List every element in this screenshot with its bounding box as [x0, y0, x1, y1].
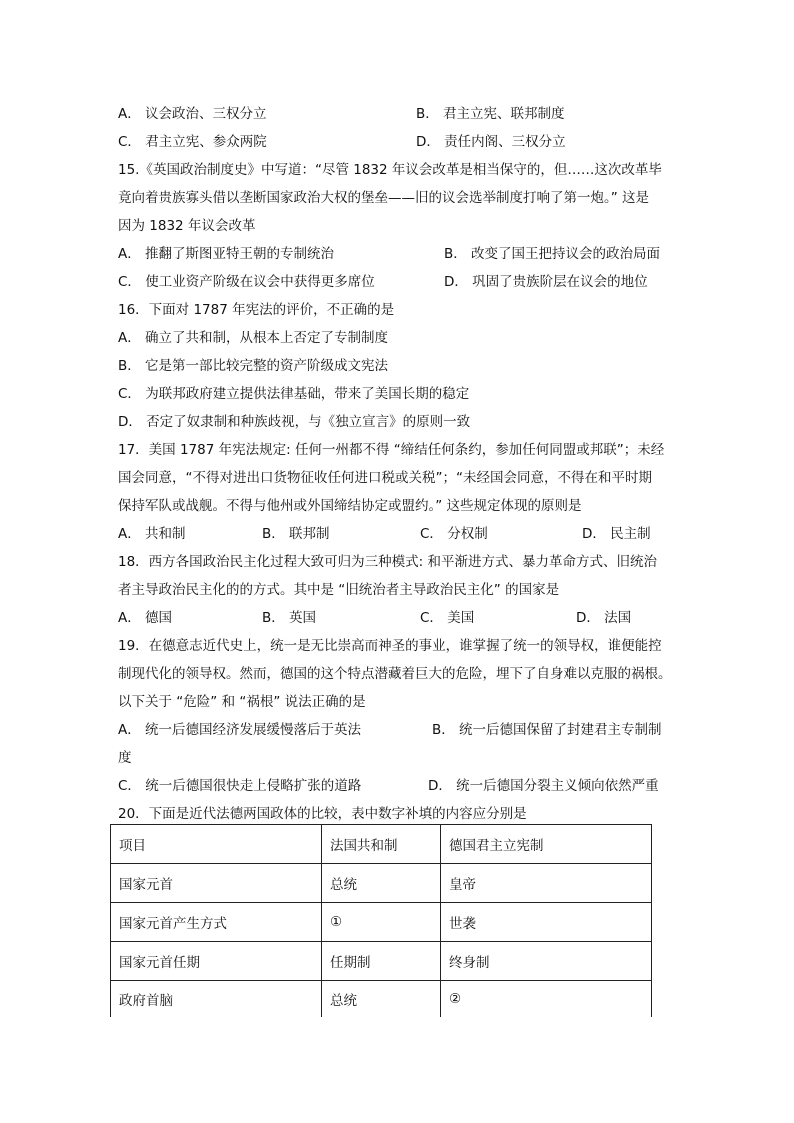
q17-stem-line3: 保持军队或战舰。不得与他州或外国缔结协定或盟约。” 这些规定体现的原则是 [118, 498, 582, 514]
q14-option-b: B． 君主立宪、联邦制度 [416, 106, 565, 122]
q20-stem: 20．下面是近代法德两国政体的比较，表中数字补填的内容应分别是 [118, 806, 527, 822]
q19-option-c: C． 统一后德国很快走上侵略扩张的道路 [118, 778, 362, 794]
q18-option-d: D． 法国 [576, 610, 632, 626]
q15-stem-line2: 竟向着贵族寡头借以垄断国家政治大权的堡垒——旧的议会选举制度打响了第一炮。” 这是 [118, 190, 650, 206]
table-row [111, 942, 652, 981]
q15-option-a: A． 推翻了斯图亚特王朝的专制统治 [118, 246, 335, 262]
comparison-table [110, 824, 652, 1017]
table-header-row [111, 825, 652, 864]
q19-stem-line3: 以下关于 “危险” 和 “祸根” 说法正确的是 [118, 694, 366, 710]
table-cell: 终身制 [441, 942, 652, 981]
table-cell: ② [441, 981, 652, 1018]
q18-stem-line1: 18．西方各国政治民主化过程大致可归为三种模式: 和平渐进方式、暴力革命方式、旧统治 [118, 554, 658, 570]
q17-stem-line1: 17．美国 1787 年宪法规定: 任何一州都不得 “缔结任何条约，参加任何同盟或邦联”；未经 [118, 442, 665, 458]
q19-option-b: B． 统一后德国保留了封建君主专制制 [432, 722, 662, 738]
table-row [111, 903, 652, 942]
q16-stem: 16．下面对 1787 年宪法的评价，不正确的是 [118, 302, 395, 318]
q17-stem-line2: 国会同意，“不得对进出口货物征收任何进口税或关税”；“未经国会同意，不得在和平时期 [118, 470, 652, 486]
table-cell: 皇帝 [441, 864, 652, 903]
table-cell: 国家元首 [111, 864, 322, 903]
q14-option-d: D． 责任内阁、三权分立 [416, 134, 566, 150]
table-cell: 国家元首产生方式 [111, 903, 322, 942]
table-row [111, 864, 652, 903]
table-cell: 总统 [322, 981, 441, 1018]
q16-option-c: C． 为联邦政府建立提供法律基础，带来了美国长期的稳定 [118, 386, 470, 402]
q18-option-a: A． 德国 [118, 610, 173, 626]
q19-option-d: D． 统一后德国分裂主义倾向依然严重 [428, 778, 659, 794]
q16-option-d: D． 否定了奴隶制和种族歧视，与《独立宣言》的原则一致 [118, 414, 471, 430]
q19-option-a: A． 统一后德国经济发展缓慢落后于英法 [118, 722, 362, 738]
q18-stem-line2: 者主导政治民主化的的方式。其中是 “旧统治者主导政治民主化” 的国家是 [118, 582, 560, 598]
q14-option-c: C． 君主立宪、参众两院 [118, 134, 267, 150]
q15-option-d: D． 巩固了贵族阶层在议会的地位 [444, 274, 648, 290]
q14-option-a: A． 议会政治、三权分立 [118, 106, 267, 122]
q18-option-c: C． 美国 [420, 610, 475, 626]
q16-option-a: A． 确立了共和制，从根本上否定了专制制度 [118, 330, 389, 346]
table-header-cell: 德国君主立宪制 [441, 825, 652, 864]
q19-option-b-continued: 度 [118, 750, 132, 766]
q16-option-b: B． 它是第一部比较完整的资产阶级成文宪法 [118, 358, 389, 374]
q17-option-b: B． 联邦制 [262, 526, 330, 542]
q15-stem-line3: 因为 1832 年议会改革 [118, 218, 256, 234]
q15-stem-line1: 15.《英国政治制度史》中写道：“尽管 1832 年议会改革是相当保守的，但……这次改革毕 [118, 162, 662, 178]
q17-option-c: C． 分权制 [420, 526, 488, 542]
table-cell: 世袭 [441, 903, 652, 942]
q19-stem-line2: 制现代化的领导权。然而，德国的这个特点潜藏着巨大的危险，埋下了自身难以克服的祸根。 [118, 666, 672, 682]
table-cell: 总统 [322, 864, 441, 903]
q18-option-b: B． 英国 [262, 610, 317, 626]
q15-option-c: C． 使工业资产阶级在议会中获得更多席位 [118, 274, 375, 290]
table-row [111, 981, 652, 1018]
q17-option-a: A． 共和制 [118, 526, 186, 542]
table-cell: 国家元首任期 [111, 942, 322, 981]
q15-option-b: B． 改变了国王把持议会的政治局面 [444, 246, 661, 262]
table-cell: ① [322, 903, 441, 942]
q19-stem-line1: 19．在德意志近代史上，统一是无比崇高而神圣的事业，谁掌握了统一的领导权，谁便能控 [118, 638, 662, 654]
table-cell: 任期制 [322, 942, 441, 981]
table-cell: 政府首脑 [111, 981, 322, 1018]
table-header-cell: 法国共和制 [322, 825, 441, 864]
table-header-cell: 项目 [111, 825, 322, 864]
q17-option-d: D． 民主制 [582, 526, 651, 542]
